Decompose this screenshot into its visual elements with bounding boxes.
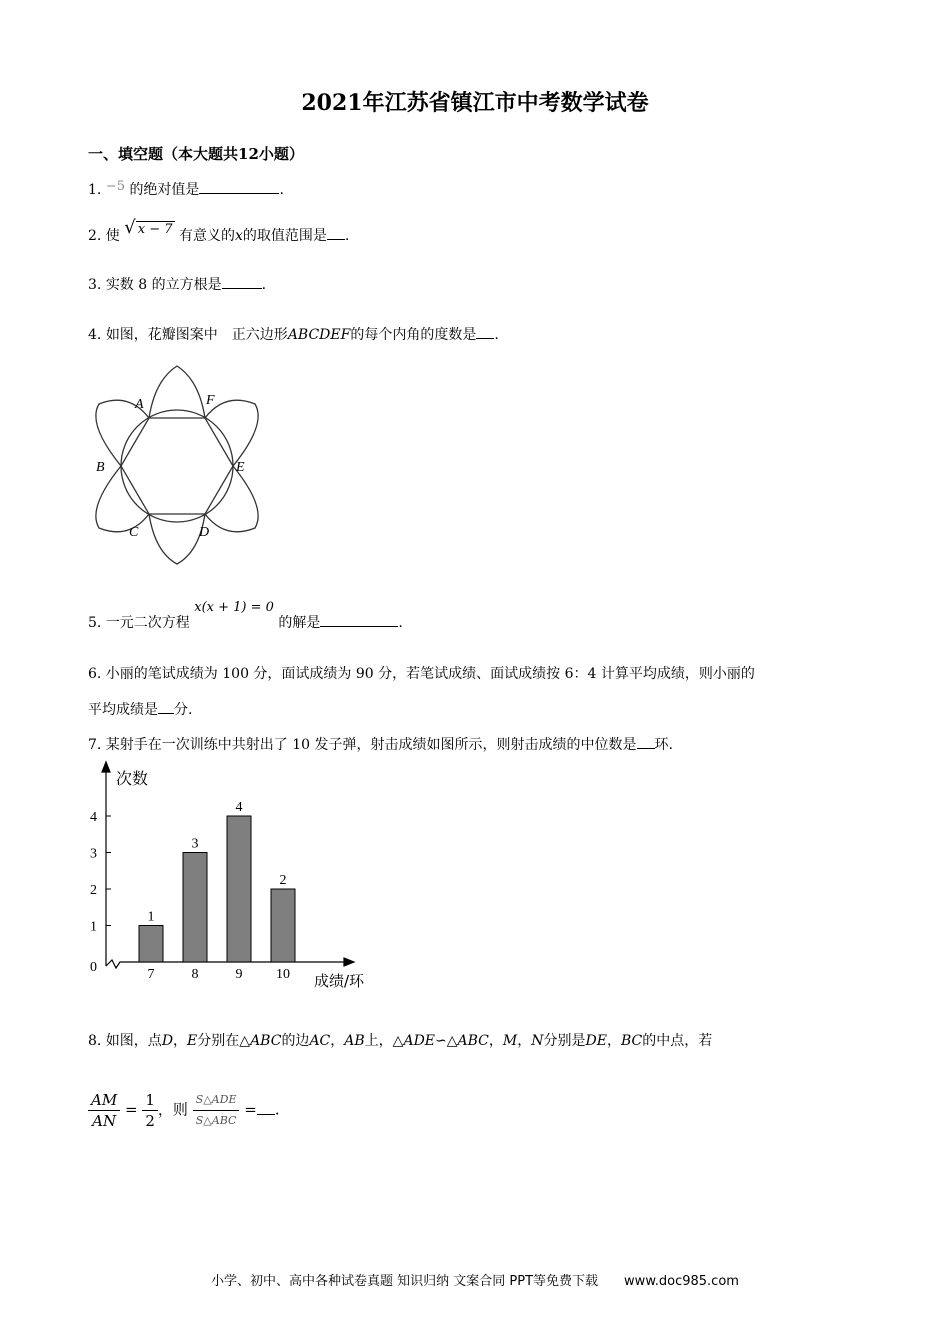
bar-8 [183, 853, 207, 963]
score-bar-chart [82, 760, 392, 992]
q5-blank [320, 614, 398, 627]
q4-text1: 如图，花瓣图案中 正六边形 [105, 327, 288, 343]
q2-expression: x − 7 [137, 222, 173, 237]
question-6-line-2 [88, 699, 192, 719]
y-tick-label: 4 [90, 810, 97, 825]
bar-value-label: 2 [279, 873, 287, 888]
label-e: E [236, 460, 245, 475]
q1-blank [199, 181, 279, 194]
section-heading: 一、填空题（本大题共12小题） [88, 145, 304, 163]
q4-blank [476, 326, 494, 339]
y-tick-label: 0 [90, 960, 97, 975]
bar-7 [139, 926, 163, 963]
q1-expression: −5 [105, 179, 125, 194]
bar-9 [227, 816, 251, 962]
q5-text1: 一元二次方程 [105, 615, 190, 631]
label-b: B [96, 460, 105, 475]
fraction-am-an: $\frac{AM}{AN}$ [88, 1090, 120, 1131]
q5-text2: 的解是 [278, 615, 321, 631]
q7-blank [637, 736, 655, 749]
q6-text-b: 分. [174, 702, 193, 718]
label-a: A [135, 397, 144, 412]
q7-text1: 7. 某射手在一次训练中共射出了 10 发子弹，射击成绩如图所示，则射击成绩的中位数是 [88, 737, 637, 753]
question-4: 4. 如图，花瓣图案中 正六边形ABCDEF的每个内角的度数是 . [88, 327, 499, 343]
q7-text2: 环. [654, 737, 673, 753]
q1-number: 1. [88, 182, 102, 198]
page-title: 2021年江苏省镇江市中考数学试卷 [301, 90, 649, 116]
q6-text-a: 平均成绩是 [88, 702, 158, 718]
y-tick-label: 3 [90, 846, 97, 862]
label-c: C [129, 525, 139, 540]
page-footer: 小学、初中、高中各种试卷真题 知识归纳 文案合同 PPT等免费下载 www.doc985.com [211, 1274, 739, 1289]
q4-number: 4. [88, 327, 102, 343]
question-7 [88, 734, 673, 754]
label-f: F [206, 393, 215, 408]
q3-text: 实数 8 的立方根是 [105, 277, 222, 293]
bar-value-label: 4 [235, 800, 243, 815]
q5-number: 5. [88, 615, 102, 631]
x-tick-label: 7 [147, 967, 155, 982]
label-d: D [199, 525, 210, 540]
q3-blank [222, 276, 262, 289]
bar-value-label: 1 [147, 909, 155, 925]
x-axis-label: 成绩/环 [314, 972, 365, 990]
fraction-half: $\frac{1}{2}$ [142, 1090, 158, 1131]
q2-text2: 的取值范围是 [242, 228, 327, 244]
q2-number: 2. 使 [88, 228, 120, 244]
question-8-line-2: $\frac{AM}{AN}$ = $\frac{1}{2}$ ，则 $\frac{\text{S△ADE}}{\text{S△ABC}}$ = . [88, 1090, 280, 1131]
inscribed-circle [121, 410, 233, 522]
x-tick-label: 9 [235, 967, 243, 982]
q2-var: x [234, 228, 243, 244]
q2-sqrt: √ x − 7 [124, 217, 173, 238]
y-axis-arrow [102, 762, 110, 772]
q1-text: 的绝对值是 [129, 182, 200, 198]
question-6-line-1: 6. 小丽的笔试成绩为 100 分，面试成绩为 90 分，若笔试成绩、面试成绩按 6：4 计算平均成绩，则小丽的 [88, 666, 755, 682]
question-1: 1. −5 的绝对值是 . [88, 179, 284, 198]
q4-text2: 的每个内角的度数是 [350, 327, 477, 343]
hexagon-flower-figure [85, 362, 270, 567]
y-axis-label: 次数 [116, 769, 149, 788]
question-5: 5. 一元二次方程 x(x + 1) = 0 的解是 . [88, 600, 403, 631]
fraction-area-ratio: $\frac{\text{S△ADE}}{\text{S△ABC}}$ [193, 1090, 240, 1131]
q2-blank [327, 227, 345, 240]
question-2: 2. 使 √ x − 7 有意义的x的取值范围是 . [88, 217, 350, 244]
bar-value-label: 3 [191, 836, 199, 852]
x-axis-arrow [344, 958, 354, 966]
x-tick-label: 10 [276, 967, 290, 982]
q5-equation: x(x + 1) = 0 [194, 600, 274, 615]
bar-10 [271, 889, 295, 962]
y-tick-label: 1 [90, 919, 97, 935]
y-tick-label: 2 [90, 883, 97, 898]
q2-text1: 有意义的 [178, 228, 235, 244]
q3-number: 3. [88, 277, 102, 293]
q4-var: ABCDEF [287, 327, 351, 343]
x-tick-label: 8 [191, 967, 199, 982]
question-8-line-1: 8. 如图，点D，E分别在△ABC的边AC，AB上，△ADE∽△ABC，M，N分别是DE，BC的中点，若 [88, 1033, 713, 1049]
question-3: 3. 实数 8 的立方根是 . [88, 277, 267, 293]
hexagon [121, 418, 233, 514]
q6-blank [158, 701, 174, 714]
q8-blank [257, 1102, 275, 1115]
